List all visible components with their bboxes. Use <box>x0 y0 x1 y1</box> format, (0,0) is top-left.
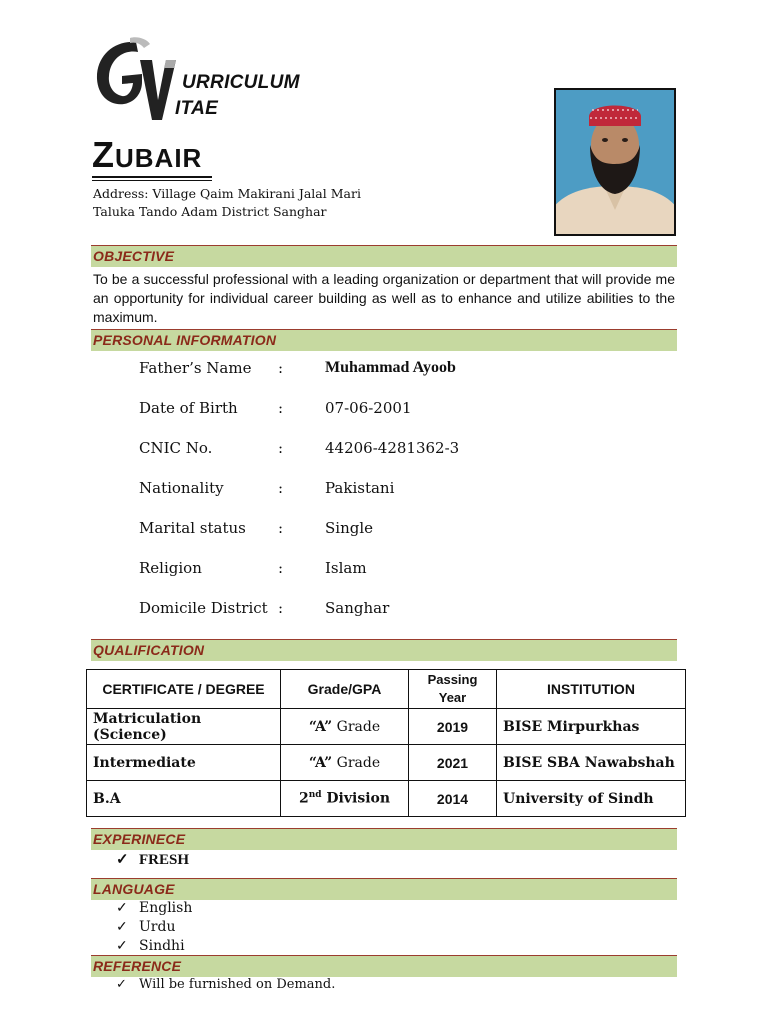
grade-number: 2 <box>298 790 309 807</box>
cell-grade <box>281 709 409 745</box>
section-objective <box>91 245 677 267</box>
grade-letter: “A” <box>308 754 333 771</box>
section-objective-title: OBJECTIVE <box>93 248 175 264</box>
col-header-institution: INSTITUTION <box>497 670 686 709</box>
passing-year-header-text: Passing Year <box>427 672 478 705</box>
cell-year: 2021 <box>409 745 497 781</box>
check-icon: ✓ <box>116 852 129 868</box>
cv-monogram-icon <box>92 34 182 124</box>
reference-text: Will be furnished on Demand. <box>139 977 336 992</box>
list-item-experience <box>116 850 189 869</box>
section-experience <box>91 828 677 850</box>
language-text: Urdu <box>139 919 176 935</box>
pi-label-nationality: Nationality <box>139 479 224 497</box>
qualification-table <box>86 669 686 817</box>
table-row <box>87 709 686 745</box>
pi-value-domicile: Sanghar <box>325 599 390 617</box>
section-language-title: LANGUAGE <box>93 881 175 897</box>
grade-letter: “A” <box>308 718 333 735</box>
grade-word: Division <box>321 790 391 807</box>
table-header-row <box>87 670 686 709</box>
cell-grade <box>281 745 409 781</box>
grade-word: Grade <box>332 754 381 771</box>
address-line-1: Address: Village Qaim Makirani Jalal Mari <box>93 186 361 201</box>
experience-text: FRESH <box>139 852 190 868</box>
pi-value-marital-status: Single <box>325 519 374 537</box>
section-personal-information <box>91 329 677 351</box>
pi-label-domicile: Domicile District <box>139 599 268 617</box>
objective-text: To be a successful professional with a leading organization or department that will provide me an opportunity for individual career building as well as to enhance and utilize abilities to the maximum. <box>93 271 675 325</box>
check-icon: ✓ <box>116 938 128 954</box>
section-reference-title: REFERENCE <box>93 958 182 974</box>
language-text: English <box>139 900 193 916</box>
language-text: Sindhi <box>139 938 185 954</box>
pi-colon: : <box>278 399 284 417</box>
cell-certificate: Intermediate <box>87 745 281 781</box>
check-icon: ✓ <box>116 919 128 935</box>
profile-photo <box>554 88 676 236</box>
pi-colon: : <box>278 439 284 457</box>
pi-colon: : <box>278 559 284 577</box>
pi-colon: : <box>278 519 284 537</box>
cell-grade <box>281 781 409 817</box>
section-qualification-title: QUALIFICATION <box>93 642 205 658</box>
cell-year: 2014 <box>409 781 497 817</box>
cell-year: 2019 <box>409 709 497 745</box>
cell-institution: BISE Mirpurkhas <box>497 709 686 745</box>
cell-institution: BISE SBA Nawabshah <box>497 745 686 781</box>
cv-logo <box>92 34 300 124</box>
pi-value-fathers-name: Muhammad Ayoob <box>325 359 456 376</box>
pi-label-fathers-name: Father’s Name <box>139 359 252 377</box>
list-item-reference <box>116 977 335 992</box>
table-row <box>87 745 686 781</box>
logo-word-line1: URRICULUM <box>182 72 300 93</box>
logo-word-line2: ITAE <box>175 98 219 119</box>
name-underline-thin <box>92 180 212 181</box>
col-header-grade: Grade/GPA <box>281 670 409 709</box>
section-language <box>91 878 677 900</box>
cell-certificate: Matriculation (Science) <box>87 709 281 745</box>
pi-label-religion: Religion <box>139 559 202 577</box>
cell-institution: University of Sindh <box>497 781 686 817</box>
table-row <box>87 781 686 817</box>
col-header-certificate: CERTIFICATE / DEGREE <box>87 670 281 709</box>
pi-value-dob: 07-06-2001 <box>325 399 412 417</box>
col-header-passing-year <box>409 670 497 709</box>
pi-value-cnic: 44206-4281362-3 <box>325 439 460 457</box>
pi-value-nationality: Pakistani <box>325 479 395 497</box>
pi-label-marital-status: Marital status <box>139 519 246 537</box>
list-item-language <box>116 938 185 954</box>
grade-ordinal: nd <box>308 790 322 801</box>
address-line-2: Taluka Tando Adam District Sanghar <box>93 204 327 219</box>
pi-value-religion: Islam <box>325 559 367 577</box>
name-rest: UBAIR <box>115 143 203 173</box>
section-reference <box>91 955 677 977</box>
applicant-name <box>92 134 203 175</box>
section-personal-title: PERSONAL INFORMATION <box>93 332 277 348</box>
cell-certificate: B.A <box>87 781 281 817</box>
pi-colon: : <box>278 599 284 617</box>
list-item-language <box>116 900 192 916</box>
pi-label-cnic: CNIC No. <box>139 439 213 457</box>
name-initial: Z <box>92 134 115 175</box>
pi-label-dob: Date of Birth <box>139 399 238 417</box>
check-icon: ✓ <box>116 900 128 916</box>
section-qualification <box>91 639 677 661</box>
list-item-language <box>116 919 175 935</box>
check-icon: ✓ <box>116 977 127 992</box>
name-underline <box>92 176 212 178</box>
grade-word: Grade <box>332 718 381 735</box>
pi-colon: : <box>278 359 284 377</box>
section-experience-title: EXPERINECE <box>93 831 186 847</box>
person-portrait-icon <box>556 90 674 234</box>
pi-colon: : <box>278 479 284 497</box>
